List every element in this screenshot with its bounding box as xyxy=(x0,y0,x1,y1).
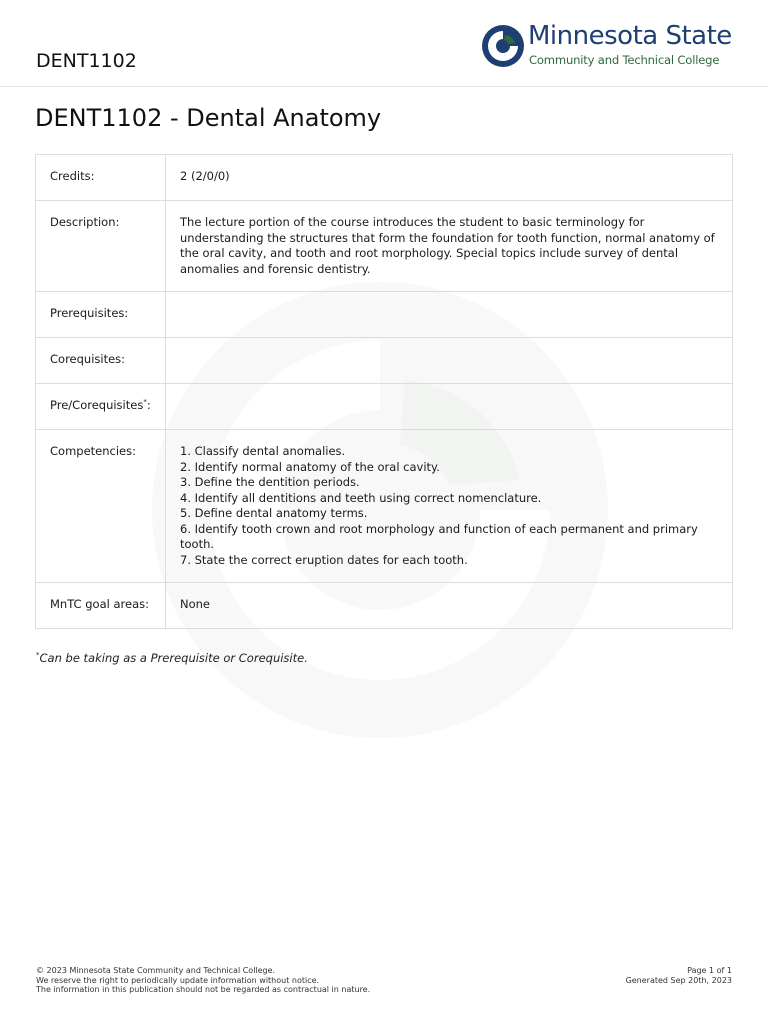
footnote xyxy=(36,651,308,665)
corequisites-label: Corequisites: xyxy=(36,338,166,384)
footer-legal xyxy=(36,966,370,995)
table-row-competencies xyxy=(36,430,733,583)
precorequisites-value xyxy=(166,384,733,430)
precorequisites-label: Pre/Corequisites xyxy=(50,398,144,412)
prerequisites-value xyxy=(166,292,733,338)
mntc-label: MnTC goal areas: xyxy=(36,583,166,629)
competencies-list xyxy=(166,430,733,583)
footer-copyright: © 2023 Minnesota State Community and Technical College. xyxy=(36,966,276,975)
prerequisites-label: Prerequisites: xyxy=(36,292,166,338)
table-row-mntc xyxy=(36,583,733,629)
college-logo-icon xyxy=(481,23,525,69)
page-title: DENT1102 - Dental Anatomy xyxy=(35,104,382,132)
college-logo xyxy=(481,23,731,73)
footer-generated-date: Generated Sep 20th, 2023 xyxy=(625,975,732,985)
competency-item: 4. Identify all dentitions and teeth using correct nomenclature. xyxy=(180,490,542,505)
precorequisites-label-cell xyxy=(36,384,166,430)
mntc-value: None xyxy=(166,583,733,629)
table-row-prerequisites xyxy=(36,292,733,338)
competency-item: 6. Identify tooth crown and root morphology and function of each permanent and primary tooth. xyxy=(180,521,698,551)
logo-college-name: Minnesota State xyxy=(528,21,732,51)
page-header xyxy=(0,0,768,87)
competency-item: 3. Define the dentition periods. xyxy=(180,475,360,489)
description-value: The lecture portion of the course introduces the student to basic terminology for understanding the structures that form the foundation for tooth function, normal anatomy of the oral cavity, and tooth and root morphology. Special topics include survey of dental anomalies and forensic dentistry. xyxy=(166,201,733,292)
header-course-code: DENT1102 xyxy=(36,50,137,72)
credits-label: Credits: xyxy=(36,155,166,201)
footer-page-info xyxy=(626,966,732,985)
logo-college-subtitle: Community and Technical College xyxy=(529,53,720,67)
precorequisites-footnote-marker: * xyxy=(143,398,147,407)
competencies-label: Competencies: xyxy=(36,430,166,583)
credits-value: 2 (2/0/0) xyxy=(166,155,733,201)
table-row-corequisites xyxy=(36,338,733,384)
table-row-precorequisites xyxy=(36,384,733,430)
footnote-marker: * xyxy=(36,651,40,660)
footer-disclaimer: The information in this publication should not be regarded as contractual in nature. xyxy=(36,985,371,994)
footer-notice: We reserve the right to periodically update information without notice. xyxy=(36,975,320,985)
course-details-table xyxy=(35,154,733,629)
table-row-credits xyxy=(36,155,733,201)
table-row-description xyxy=(36,201,733,292)
competency-item: 2. Identify normal anatomy of the oral cavity. xyxy=(180,459,440,474)
competency-item: 7. State the correct eruption dates for each tooth. xyxy=(180,552,468,567)
footnote-text: Can be taking as a Prerequisite or Corequisite. xyxy=(39,651,308,665)
competency-item: 1. Classify dental anomalies. xyxy=(180,444,346,458)
description-label: Description: xyxy=(36,201,166,292)
footer-page-number: Page 1 of 1 xyxy=(687,966,732,975)
corequisites-value xyxy=(166,338,733,384)
competency-item: 5. Define dental anatomy terms. xyxy=(180,506,368,520)
precorequisites-colon: : xyxy=(146,398,151,412)
